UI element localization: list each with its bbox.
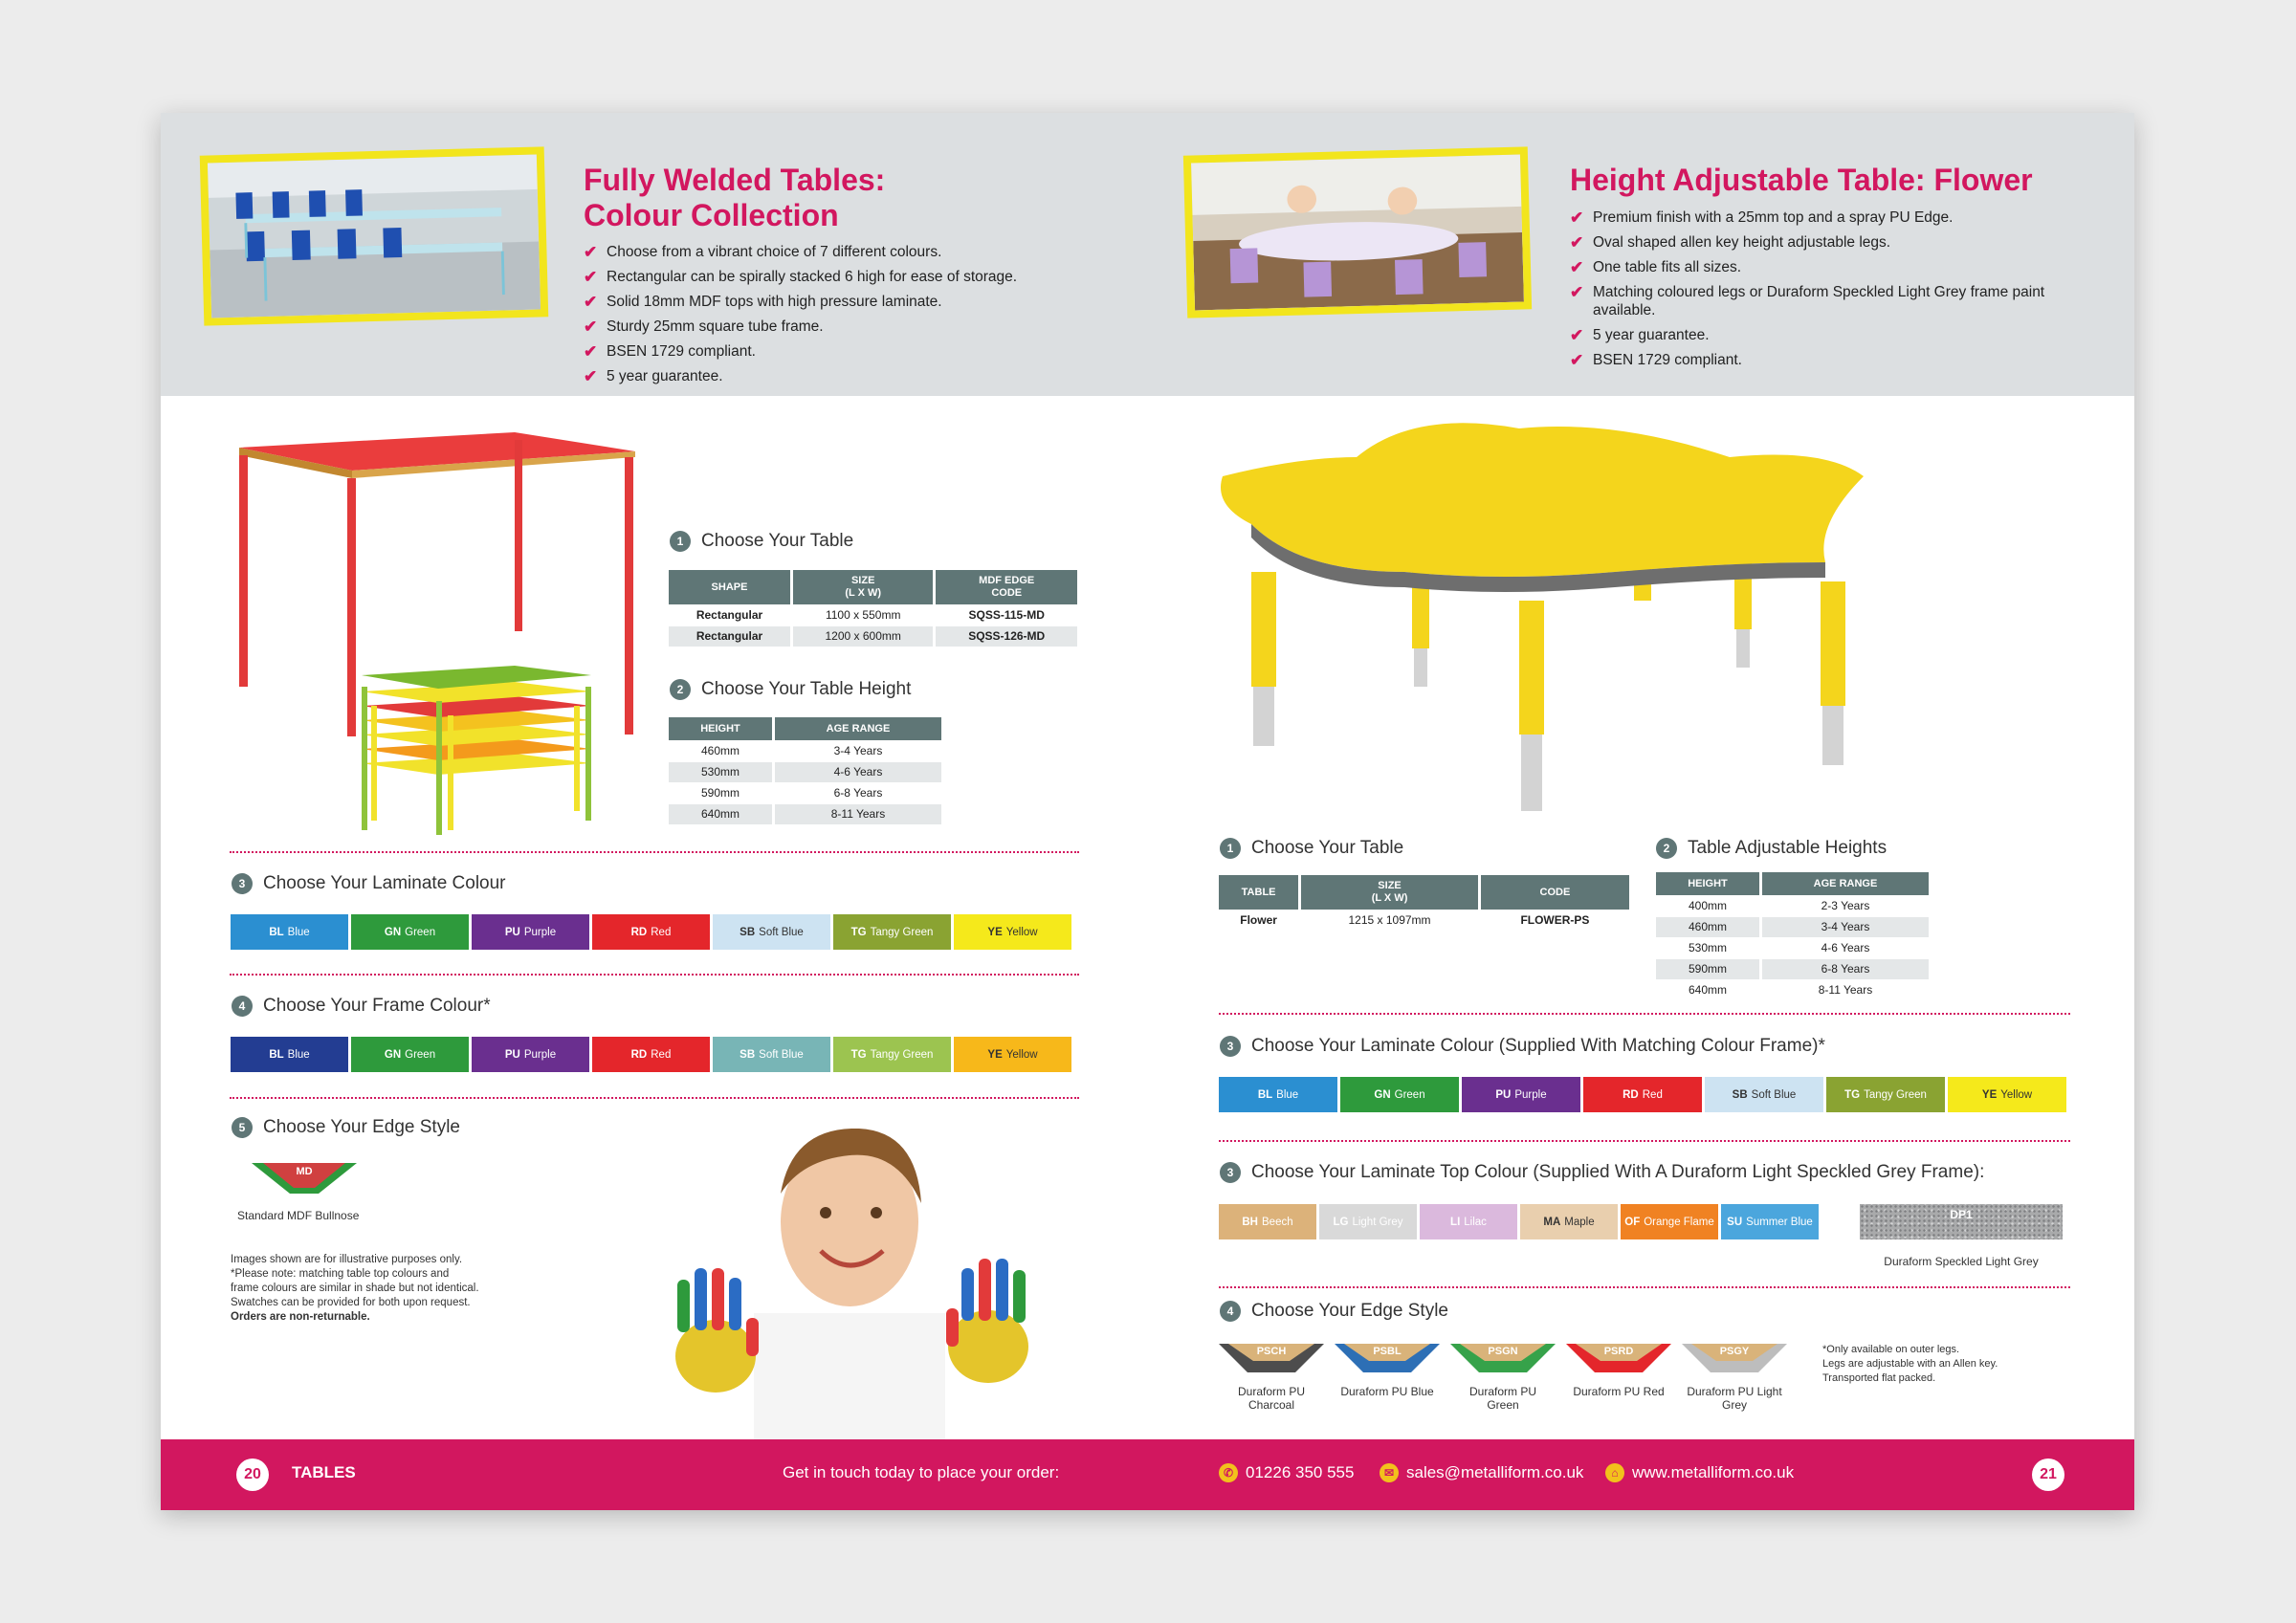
swatch-code: RD	[1623, 1088, 1639, 1101]
colour-swatch-beech[interactable]	[1219, 1204, 1316, 1239]
edge-name: Duraform PU Charcoal	[1237, 1385, 1305, 1412]
colour-swatch-purple[interactable]	[472, 1037, 589, 1072]
table-cell: 2-3 Years	[1760, 895, 1930, 916]
step-label: Choose Your Edge Style	[1251, 1301, 1448, 1321]
swatch-label	[1495, 1089, 1546, 1101]
swatch-name: Red	[1642, 1088, 1663, 1101]
table-row	[1656, 916, 1931, 937]
swatch-code: SB	[740, 926, 756, 938]
table-row	[669, 740, 943, 761]
column-header: SHAPE	[669, 570, 792, 604]
divider	[230, 851, 1079, 853]
swatch-name: Tangy Green	[870, 926, 934, 938]
step-label: Choose Your Table	[1251, 838, 1404, 858]
feature-text: BSEN 1729 compliant.	[607, 343, 756, 360]
feature-text: Choose from a vibrant choice of 7 different colours.	[607, 244, 942, 260]
edge-code: PSRD	[1603, 1346, 1634, 1357]
right-title: Height Adjustable Table: Flower	[1570, 163, 2033, 197]
feature-text: Sturdy 25mm square tube frame.	[607, 318, 824, 335]
left-table-options	[669, 570, 1080, 647]
swatch-code: PU	[504, 1048, 520, 1061]
edge-swatch-psgn[interactable]	[1450, 1342, 1556, 1374]
table-header-row	[1219, 875, 1631, 910]
swatch-name: Maple	[1564, 1216, 1595, 1228]
swatch-label	[269, 1049, 309, 1061]
page-number-right: 21	[2032, 1459, 2064, 1491]
colour-swatch-green[interactable]	[351, 914, 469, 950]
footer-website[interactable]	[1605, 1463, 1794, 1482]
section-label: TABLES	[292, 1463, 356, 1481]
swatch-code: GN	[1374, 1088, 1391, 1101]
colour-swatch-purple[interactable]	[1462, 1077, 1580, 1112]
edge-swatch-psgy[interactable]	[1682, 1342, 1787, 1374]
footer-email[interactable]	[1380, 1463, 1583, 1482]
swatch-code: BH	[1242, 1216, 1258, 1228]
table-cell: Rectangular	[669, 604, 792, 625]
edge-swatch-psbl[interactable]	[1335, 1342, 1440, 1374]
table-cell: 3-4 Years	[773, 740, 942, 761]
column-header: CODE	[1479, 875, 1630, 910]
note-line: *Please note: matching table top colours and	[231, 1268, 450, 1280]
check-icon: ✔	[1570, 351, 1584, 369]
column-header: HEIGHT	[1656, 872, 1760, 895]
swatch-code: PU	[1495, 1088, 1512, 1101]
swatch-label	[1450, 1217, 1487, 1228]
divider	[230, 1097, 1079, 1099]
swatch-label	[1982, 1089, 2032, 1101]
feature-item	[1570, 326, 2048, 344]
page-number-left: 20	[236, 1459, 269, 1491]
edge-name: Duraform PU Blue	[1340, 1385, 1434, 1398]
feature-text: Oval shaped allen key height adjustable legs.	[1593, 234, 1891, 251]
swatch-label	[1624, 1217, 1714, 1228]
swatch-code: TG	[850, 1048, 867, 1061]
step-label: Choose Your Frame Colour*	[263, 996, 491, 1016]
swatch-name: Purple	[523, 926, 557, 938]
swatch-label	[740, 1049, 804, 1061]
swatch-code: TG	[850, 926, 867, 938]
edge-name: Duraform PU Light Grey	[1687, 1385, 1782, 1412]
swatch-name: Soft Blue	[1751, 1088, 1797, 1101]
colour-swatch-lilac[interactable]	[1420, 1204, 1517, 1239]
swatch-label	[1844, 1089, 1927, 1101]
swatch-name: Blue	[1276, 1088, 1299, 1101]
table-cell: 640mm	[669, 803, 773, 824]
swatch-name: Summer Blue	[1746, 1216, 1813, 1228]
edge-name: Duraform PU Red	[1573, 1385, 1665, 1398]
table-cell: Rectangular	[669, 625, 792, 647]
frame-colour-swatches	[231, 1037, 1071, 1072]
feature-item	[1570, 208, 2048, 227]
table-cell: 530mm	[1656, 937, 1760, 958]
table-cell: 460mm	[1656, 916, 1760, 937]
feature-item	[584, 268, 1062, 286]
swatch-label	[1258, 1089, 1298, 1101]
colour-swatch-blue[interactable]	[231, 1037, 348, 1072]
left-step1-heading	[670, 531, 853, 552]
check-icon: ✔	[584, 342, 598, 361]
step-number-badge: 2	[670, 679, 691, 700]
edge-code: PSBL	[1373, 1346, 1402, 1357]
swatch-label	[851, 927, 934, 938]
column-header: SIZE (L X W)	[792, 570, 935, 604]
left-step5-heading	[232, 1117, 460, 1138]
swatch-name: Purple	[523, 1048, 557, 1061]
right-step1-heading	[1220, 838, 1403, 859]
swatch-code: PU	[504, 926, 520, 938]
edge-code: PSGN	[1488, 1346, 1518, 1357]
footer-phone[interactable]	[1219, 1463, 1354, 1482]
feature-item	[584, 342, 1062, 361]
swatch-code: RD	[630, 1048, 648, 1061]
check-icon: ✔	[584, 367, 598, 385]
feature-item	[1570, 351, 2048, 369]
left-feature-list	[584, 243, 1062, 392]
table-cell: 8-11 Years	[1760, 979, 1930, 1000]
right-feature-list	[1570, 208, 2048, 376]
left-title-line2: Colour Collection	[584, 198, 839, 232]
table-cell: 460mm	[669, 740, 773, 761]
table-cell: 4-6 Years	[1760, 937, 1930, 958]
swatch-code: TG	[1844, 1088, 1861, 1101]
step-label: Choose Your Table Height	[701, 679, 912, 699]
left-step2-heading	[670, 679, 911, 700]
step-label: Choose Your Table	[701, 531, 854, 551]
swatch-name: Light Grey	[1352, 1216, 1403, 1228]
note-line: *Only available on outer legs.	[1822, 1344, 1960, 1355]
feature-text: BSEN 1729 compliant.	[1593, 352, 1742, 368]
right-table-options	[1219, 875, 1632, 932]
column-header: AGE RANGE	[1760, 872, 1930, 895]
table-row	[1656, 937, 1931, 958]
table-cell: SQSS-126-MD	[935, 625, 1079, 647]
swatch-name: Green	[1394, 1088, 1425, 1101]
feature-text: 5 year guarantee.	[607, 368, 723, 384]
feature-item	[1570, 283, 2048, 319]
table-header-row	[1656, 872, 1931, 895]
feature-item	[584, 293, 1062, 311]
feature-item	[1570, 233, 2048, 252]
swatch-label	[385, 927, 435, 938]
feature-text: Premium finish with a 25mm top and a spray PU Edge.	[1593, 209, 1954, 226]
feature-text: One table fits all sizes.	[1593, 259, 1742, 275]
swatch-label	[385, 1049, 435, 1061]
speckled-grey-swatch	[1860, 1204, 2063, 1239]
step-label: Choose Your Laminate Colour (Supplied With Matching Colour Frame)*	[1251, 1036, 1825, 1056]
website-url: www.metalliform.co.uk	[1632, 1463, 1795, 1481]
email-icon: ✉	[1380, 1463, 1399, 1482]
swatch-code: YE	[987, 926, 1003, 938]
colour-swatch-red[interactable]	[592, 914, 710, 950]
laminate-colour-swatches	[231, 914, 1071, 950]
table-row	[669, 625, 1079, 647]
column-header: AGE RANGE	[773, 717, 942, 740]
table-cell: SQSS-115-MD	[935, 604, 1079, 625]
swatch-label	[631, 1049, 672, 1061]
mdf-edge-swatch	[252, 1159, 357, 1195]
check-icon: ✔	[1570, 233, 1584, 252]
colour-swatch-purple[interactable]	[472, 914, 589, 950]
divider	[1219, 1013, 2070, 1015]
swatch-code: SU	[1727, 1216, 1743, 1228]
check-icon: ✔	[1570, 258, 1584, 276]
phone-number: 01226 350 555	[1246, 1463, 1355, 1481]
edge-swatch-psrd[interactable]	[1566, 1342, 1671, 1374]
divider	[230, 974, 1079, 976]
edge-name: Standard MDF Bullnose	[237, 1209, 360, 1222]
feature-text: Rectangular can be spirally stacked 6 high for ease of storage.	[607, 269, 1018, 285]
swatch-label	[1623, 1089, 1663, 1101]
edge-code: PSGY	[1719, 1346, 1750, 1357]
step-number-badge: 1	[670, 531, 691, 552]
right-notes	[1822, 1343, 2071, 1386]
colour-swatch-soft-blue[interactable]	[1705, 1077, 1823, 1112]
swatch-code: LG	[1333, 1216, 1349, 1228]
stacked-tables-image	[352, 648, 610, 840]
swatch-code: LI	[1450, 1216, 1461, 1228]
colour-swatch-yellow[interactable]	[1948, 1077, 2066, 1112]
left-step4-heading	[232, 996, 491, 1017]
left-height-table	[669, 717, 944, 825]
swatch-code: BL	[269, 926, 284, 938]
footer-cta: Get in touch today to place your order:	[783, 1463, 1060, 1481]
table-cell: 6-8 Years	[1760, 958, 1930, 979]
swatch-name: Blue	[287, 926, 310, 938]
colour-swatch-yellow[interactable]	[954, 1037, 1071, 1072]
swatch-name: Soft Blue	[759, 926, 804, 938]
table-header-row	[669, 570, 1079, 604]
swatch-label	[1543, 1217, 1594, 1228]
swatch-label	[505, 1049, 556, 1061]
edge-name: Duraform PU Green	[1468, 1385, 1536, 1412]
table-cell: 640mm	[1656, 979, 1760, 1000]
swatch-name: Red	[651, 1048, 672, 1061]
note-line: Legs are adjustable with an Allen key.	[1822, 1358, 1998, 1370]
step-number-badge: 4	[1220, 1301, 1241, 1322]
colour-swatch-red[interactable]	[1583, 1077, 1702, 1112]
step-label: Choose Your Laminate Top Colour (Supplied With A Duraform Light Speckled Grey Frame):	[1251, 1162, 1985, 1182]
swatch-code: BL	[269, 1048, 284, 1061]
colour-swatch-green[interactable]	[1340, 1077, 1459, 1112]
colour-swatch-tangy-green[interactable]	[833, 1037, 951, 1072]
right-height-table	[1656, 872, 1932, 1001]
swatch-name: Red	[651, 926, 672, 938]
divider	[1219, 1140, 2070, 1142]
table-row	[669, 803, 943, 824]
classroom-photo-flower-table	[1183, 146, 1532, 318]
swatch-name: Green	[405, 926, 436, 938]
swatch-code: GN	[384, 1048, 402, 1061]
flower-laminate-colour-swatches	[1219, 1077, 2066, 1112]
step-number-badge: 4	[232, 996, 253, 1017]
swatch-name: Orange Flame	[1644, 1216, 1714, 1228]
swatch-code: SB	[740, 1048, 756, 1061]
table-cell: 590mm	[669, 782, 773, 803]
table-cell: Flower	[1219, 910, 1300, 931]
feature-item	[1570, 258, 2048, 276]
note-line: Swatches can be provided for both upon request.	[231, 1297, 471, 1308]
colour-swatch-green[interactable]	[351, 1037, 469, 1072]
table-row	[1656, 979, 1931, 1000]
column-header: MDF EDGE CODE	[935, 570, 1079, 604]
step-number-badge: 3	[1220, 1036, 1241, 1057]
swatch-code: YE	[987, 1048, 1003, 1061]
right-step4-heading	[1220, 1301, 1448, 1322]
note-line: Images shown are for illustrative purposes only.	[231, 1254, 463, 1265]
swatch-code: GN	[384, 926, 402, 938]
column-header: HEIGHT	[669, 717, 773, 740]
colour-swatch-tangy-green[interactable]	[1826, 1077, 1945, 1112]
swatch-label	[851, 1049, 934, 1061]
right-step2-heading	[1656, 838, 1887, 859]
swatch-label	[1733, 1089, 1797, 1101]
left-title	[584, 163, 885, 233]
swatch-label	[987, 927, 1037, 938]
swatch-code: OF	[1624, 1216, 1641, 1228]
swatch-name: Soft Blue	[759, 1048, 804, 1061]
swatch-code: MA	[1543, 1216, 1561, 1228]
left-notes	[231, 1253, 518, 1325]
colour-swatch-yellow[interactable]	[954, 914, 1071, 950]
step-number-badge: 3	[1220, 1162, 1241, 1183]
table-cell: 1100 x 550mm	[792, 604, 935, 625]
table-cell: 400mm	[1656, 895, 1760, 916]
colour-swatch-soft-blue[interactable]	[713, 914, 830, 950]
table-row	[669, 761, 943, 782]
edge-code: PSCH	[1256, 1346, 1287, 1357]
swatch-label	[631, 927, 672, 938]
swatch-name: Green	[405, 1048, 436, 1061]
table-row	[1656, 895, 1931, 916]
table-row	[669, 782, 943, 803]
feature-item	[584, 243, 1062, 261]
table-cell: 1200 x 600mm	[792, 625, 935, 647]
note-line-bold: Orders are non-returnable.	[231, 1311, 370, 1323]
table-row	[1656, 958, 1931, 979]
feature-text: Solid 18mm MDF tops with high pressure laminate.	[607, 294, 942, 310]
swatch-label	[1242, 1217, 1292, 1228]
swatch-label	[740, 927, 804, 938]
flower-laminate-top-swatches	[1219, 1204, 1819, 1239]
swatch-name: Purple	[1514, 1088, 1547, 1101]
table-cell: 1215 x 1097mm	[1300, 910, 1480, 931]
colour-swatch-red[interactable]	[592, 1037, 710, 1072]
column-header: TABLE	[1219, 875, 1300, 910]
speckled-code: DP1	[1950, 1208, 1973, 1221]
colour-swatch-maple[interactable]	[1520, 1204, 1618, 1239]
phone-icon: ✆	[1219, 1463, 1238, 1482]
brochure-spread	[161, 113, 2134, 1510]
step-label: Choose Your Edge Style	[263, 1117, 460, 1137]
feature-text: Matching coloured legs or Duraform Speckled Light Grey frame paint available.	[1593, 284, 2045, 318]
table-cell: 590mm	[1656, 958, 1760, 979]
swatch-code: SB	[1732, 1088, 1748, 1101]
colour-swatch-blue[interactable]	[1219, 1077, 1337, 1112]
child-painted-hands-image	[658, 1108, 1060, 1439]
table-cell: 8-11 Years	[773, 803, 942, 824]
swatch-label	[987, 1049, 1037, 1061]
swatch-code: YE	[1981, 1088, 1998, 1101]
colour-swatch-blue[interactable]	[231, 914, 348, 950]
table-cell: 6-8 Years	[773, 782, 942, 803]
table-cell: 4-6 Years	[773, 761, 942, 782]
footer-bar	[161, 1439, 2134, 1510]
step-number-badge: 3	[232, 873, 253, 894]
swatch-name: Beech	[1262, 1216, 1293, 1228]
swatch-label	[1727, 1217, 1813, 1228]
step-number-badge: 2	[1656, 838, 1677, 859]
swatch-name: Yellow	[1005, 1048, 1038, 1061]
check-icon: ✔	[584, 268, 598, 286]
swatch-code: BL	[1257, 1088, 1273, 1101]
column-header: SIZE (L X W)	[1300, 875, 1480, 910]
table-cell: 530mm	[669, 761, 773, 782]
table-row	[1219, 910, 1631, 931]
table-cell: FLOWER-PS	[1479, 910, 1630, 931]
classroom-photo-welded-tables	[200, 146, 549, 325]
edge-swatch-psch[interactable]	[1219, 1342, 1324, 1374]
divider	[1219, 1286, 2070, 1288]
speckled-name: Duraform Speckled Light Grey	[1884, 1255, 2039, 1268]
swatch-code: RD	[630, 926, 648, 938]
step-number-badge: 1	[1220, 838, 1241, 859]
left-step3-heading	[232, 873, 506, 894]
email-address: sales@metalliform.co.uk	[1406, 1463, 1584, 1481]
right-step3a-heading	[1220, 1036, 1825, 1057]
colour-swatch-soft-blue[interactable]	[713, 1037, 830, 1072]
swatch-name: Blue	[287, 1048, 310, 1061]
check-icon: ✔	[584, 318, 598, 336]
colour-swatch-orange-flame[interactable]	[1621, 1204, 1718, 1239]
check-icon: ✔	[1570, 326, 1584, 344]
swatch-name: Tangy Green	[870, 1048, 934, 1061]
check-icon: ✔	[1570, 208, 1584, 227]
swatch-name: Yellow	[1005, 926, 1038, 938]
colour-swatch-tangy-green[interactable]	[833, 914, 951, 950]
table-header-row	[669, 717, 943, 740]
swatch-name: Tangy Green	[1864, 1088, 1927, 1101]
swatch-label	[1374, 1089, 1424, 1101]
swatch-name: Yellow	[2000, 1088, 2033, 1101]
feature-item	[584, 367, 1062, 385]
step-label: Choose Your Laminate Colour	[263, 873, 506, 893]
feature-text: 5 year guarantee.	[1593, 327, 1710, 343]
note-line: Transported flat packed.	[1822, 1372, 1936, 1384]
colour-swatch-light-grey[interactable]	[1319, 1204, 1417, 1239]
swatch-label	[1333, 1217, 1402, 1228]
colour-swatch-summer-blue[interactable]	[1721, 1204, 1819, 1239]
swatch-name: Lilac	[1464, 1216, 1487, 1228]
step-label: Table Adjustable Heights	[1688, 838, 1888, 858]
table-row	[669, 604, 1079, 625]
right-step3b-heading	[1220, 1162, 1984, 1183]
step-number-badge: 5	[232, 1117, 253, 1138]
swatch-label	[269, 927, 309, 938]
edge-code: MD	[296, 1166, 313, 1177]
check-icon: ✔	[584, 243, 598, 261]
swatch-label	[505, 927, 556, 938]
check-icon: ✔	[584, 293, 598, 311]
feature-item	[584, 318, 1062, 336]
note-line: frame colours are similar in shade but not identical.	[231, 1283, 479, 1294]
check-icon: ✔	[1570, 283, 1584, 301]
home-icon: ⌂	[1605, 1463, 1624, 1482]
table-cell: 3-4 Years	[1760, 916, 1930, 937]
left-title-line1: Fully Welded Tables:	[584, 163, 886, 197]
